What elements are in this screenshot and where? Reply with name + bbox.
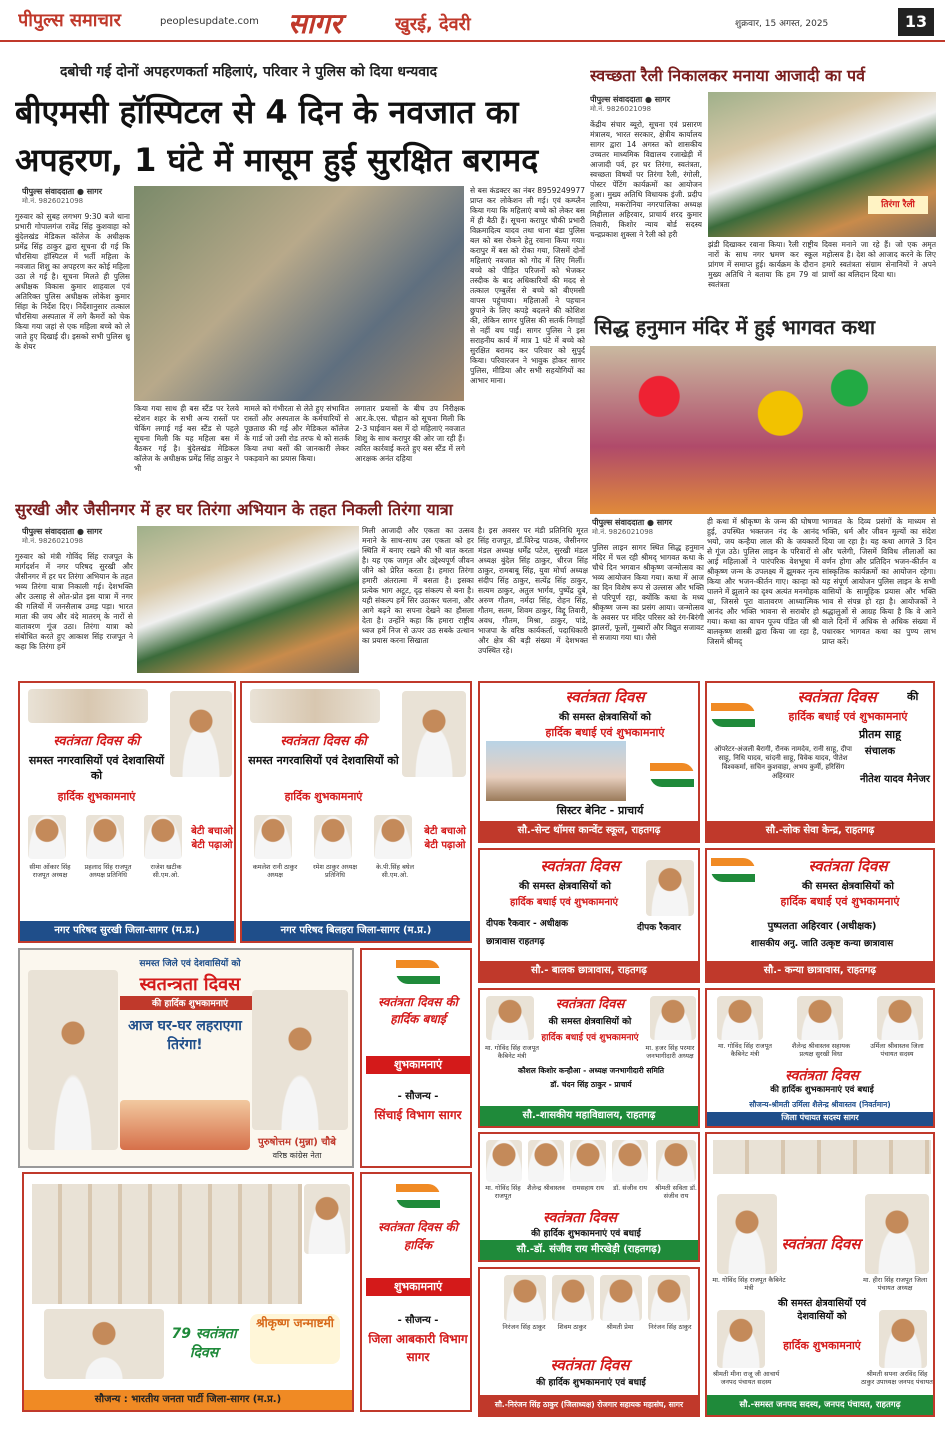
ad-janpad-person-4-photo bbox=[879, 1310, 927, 1368]
ad-mirkhedi bbox=[478, 1132, 700, 1262]
ad-mahavidyalaya bbox=[478, 988, 700, 1128]
ad-convent-footer: सौ.-सेन्ट थॉमस कान्वेंट स्कूल, राहतगढ़ bbox=[480, 821, 698, 841]
ad-surkhi-main-photo bbox=[170, 691, 232, 777]
ad-sinchai-line2: शुभकामनाएं bbox=[366, 1056, 470, 1074]
lead-byline-text: पीपुल्स संवाददाता ● सागर bbox=[22, 187, 102, 196]
ad-balak-photo-caption: दीपक रैकवार bbox=[637, 923, 681, 933]
rally-col-2: झंडी दिखाकर रवाना किया। रैली राष्ट्रीय नारों के साथ नगर भ्रमण कर स्कूल प्रांगण में समाप्त हुई। कार्यक्रम के दौरान मुख्य अतिथि ने बताया कि हम 79 वां स्वतंत्रता bbox=[708, 240, 818, 289]
ad-loksewa-role: संचालक bbox=[864, 746, 896, 757]
ad-balak-photo bbox=[646, 860, 694, 916]
website[interactable]: peoplesupdate.com bbox=[160, 16, 259, 27]
ad-abkari-heading: स्वतंत्रता दिवस की हार्दिक bbox=[378, 1220, 458, 1252]
ad-congress-photo-left bbox=[28, 970, 118, 1150]
ad-surkhi-person-3-name: राजेश खटीक सी.एम.ओ. bbox=[150, 863, 182, 879]
ad-abkari-dept: जिला आबकारी विभाग सागर bbox=[368, 1332, 468, 1364]
ad-rojgar-person-4-photo bbox=[648, 1275, 690, 1321]
page-number: 13 bbox=[898, 8, 934, 36]
ad-congress bbox=[18, 948, 354, 1168]
ad-bilhara-person-1-name: कमलेश रानी ठाकुर अध्यक्ष bbox=[252, 863, 298, 879]
ad-surkhi-slogan: बेटी बचाओ बेटी पढ़ाओ bbox=[191, 826, 233, 851]
ad-abkari bbox=[360, 1172, 472, 1412]
rally-banner: तिरंगा रैली bbox=[868, 196, 928, 214]
ad-bilhara-heading: स्वतंत्रता दिवस की bbox=[280, 734, 367, 749]
ad-balak-line2: की समस्त क्षेत्रवासियों को bbox=[519, 881, 611, 892]
ad-janpad-line2: की समस्त क्षेत्रवासियों एवं देशवासियों को bbox=[777, 1298, 867, 1322]
ad-sinchai bbox=[360, 948, 472, 1168]
lead-col-2: किया गया साथ ही बस स्टैंड पर रेलवे स्टेशन शहर के सभी अन्य रास्तों पर चेकिंग लगाई गई बस स्टैंड से पहले सूचना मिली कि यह महिला बस में बैठकर गई है। बुंदेलखंड मेडिकल कॉलेज के अधीक्षक प्रमेंद्र सिंह ठाकुर ने भी bbox=[134, 404, 239, 473]
ad-janpad-person-4: श्रीमती सपना अरविंद सिंह ठाकुर उपाध्यक्ष जनपद पंचायत bbox=[861, 1370, 933, 1386]
ad-mirkhedi-person-2: शैलेन्द्र श्रीवास्तव bbox=[527, 1184, 565, 1192]
ad-janpad-photo-row bbox=[713, 1140, 931, 1174]
ad-surkhi-person-3-photo bbox=[144, 815, 182, 859]
ad-shrivastav-person-2: शैलेन्द्र श्रीवास्तव सहायक प्रत्यक्ष सुरखी विधा bbox=[791, 1042, 851, 1058]
ad-janpad-person-1: मा. गोविंद सिंह राजपूत कैबिनेट मंत्री bbox=[712, 1276, 786, 1292]
ad-shrivastav-footer: सौजन्य-श्रीमती उर्मिला शैलेन्द्र श्रीवास्तव (निवर्तमान) bbox=[749, 1100, 891, 1109]
tiranga-photo bbox=[137, 526, 359, 673]
ad-bjp-line2: श्रीकृष्ण जन्माष्टमी bbox=[250, 1314, 340, 1364]
rally-col-3: दिवस मनाने जा रहे हैं। जो एक अमृत महोत्सव है। देश को आजाद करने के लिए हमारे स्वतंत्रता संग्राम सेनानियों ने अपने प्राणों का बलिदान दिया था। bbox=[822, 240, 936, 279]
ad-mirkhedi-person-4: डॉ. संजीव राय bbox=[613, 1184, 647, 1192]
ad-janpad-footer: सौ.-समस्त जनपद सदस्य, जनपद पंचायत, राहतगढ़ bbox=[707, 1395, 933, 1415]
ad-janpad bbox=[705, 1132, 935, 1417]
tiranga-col-2: मिली आजादी और एकता का उत्सव मनाने के साथ-साथ उस एकता को हर स्थिति में बनाए रखने की भी बात करता है। यह एक जागृत और उद्देश्यपूर्ण जीवन जीने को प्रेरित करता है। हमारा तिरंगा हमारी अंतरात्मा में बसता है। इसका प्रत्येक भाग अटूट, दृढ़ संकल्प से बना है। यही संकल्प हमें सिर उठाकर चलना, और आगे बढ़ने का सपना देखने का हौसला देता है। उन्होंने कहा कि हमारा राष्ट्रीय ध्वज हमें निज से ऊपर उठ सबके उत्थान का प्रयास करना सिखाता bbox=[362, 526, 474, 645]
ad-surkhi-footer: नगर परिषद सुरखी जिला-सागर (म.प्र.) bbox=[20, 921, 234, 941]
ad-surkhi-person-1-photo bbox=[28, 815, 66, 859]
ad-surkhi-heading: स्वतंत्रता दिवस की bbox=[53, 734, 140, 749]
ad-surkhi bbox=[18, 681, 236, 943]
lead-headline-1: बीएमसी हॉस्पिटल से 4 दिन के नवजात का bbox=[15, 93, 519, 131]
katha-byline-text: पीपुल्स संवाददाता ● सागर bbox=[592, 518, 672, 527]
ad-loksewa-footer: सौ.-लोक सेवा केन्द्र, राहतगढ़ bbox=[707, 821, 933, 841]
ad-bjp-footer: सौजन्य : भारतीय जनता पार्टी जिला-सागर (म.प्र.) bbox=[24, 1390, 352, 1410]
ad-janpad-person-3: श्रीमती मीना राजू जी आचार्य जनपद पंचायत सदस्य bbox=[712, 1370, 780, 1386]
tiranga-col-3: है। इस अवसर पर मंडी प्रतिनिधि मूरत सिंह राजपूत, डॉ.विरेन्द्र पाठक, जैसीनगर मंडल अध्यक्ष धर्मेंद्र पटेल, सुरखी मंडल अध्यक्ष बुंदेल सिंह ठाकुर, धीरज सिंह ठाकुर, रामबाबू सिंह, युवा मोर्चा अध्यक्ष संदीप सिंह ठाकुर, सत्येंद्र सिंह ठाकुर, सत्यम ठाकुर, अतुल भार्गव, पुष्पेंद्र दुबे, अरुण गौतम, नर्मदा सिंह, रोहन सिंह, गौतम, सतम, शिवम ठाकुर, विद्दू तिवारी, अवध, गौतम, मिश्रा, ठाकुर, पांडे, भाजपा के वरिष्ठ कार्यकर्ता, पदाधिकारी और क्षेत्र की बड़ी संख्या में देशभक्त उपस्थित रहे। bbox=[478, 526, 588, 655]
ad-janpad-person-2-photo bbox=[865, 1194, 929, 1274]
ad-loksewa-flag-icon bbox=[711, 703, 755, 727]
katha-col-3: भागवत के दिव्य प्रसंगों के माध्यम से भक्ति, धर्म और जीवन मूल्यों का संदेश दिया जा रहा है। यह कथा आगले 3 दिन और चलेगी, जिसमें विविध लीलाओं का वर्णन होगा और प्रतिदिन भजन-कीर्तन व सांस्कृतिक कार्यक्रमों का आयोजन रहेगा। यह संपूर्ण आयोजन पुलिस लाइन के सभी वासियों के सामूहिक प्रयास और भक्ति भाव से संपन्न हो रहा है। आयोजकों ने श्रद्धालुओं से आग्रह किया है कि वे आने वाले दिनों में अधिक से अधिक संख्या में पधारकर भागवत कथा का पुण्य लाभ प्राप्त करें। bbox=[822, 517, 936, 646]
ad-congress-fort-illustration bbox=[120, 1100, 250, 1150]
ad-congress-heading: स्वतन्त्रता दिवस bbox=[139, 974, 241, 994]
ad-mirkhedi-person-5-photo bbox=[656, 1140, 696, 1182]
rally-byline-text: पीपुल्स संवाददाता ● सागर bbox=[590, 95, 670, 104]
ad-convent bbox=[478, 681, 700, 843]
ad-rojgar-person-4: निरंजन सिंह ठाकुर bbox=[648, 1323, 692, 1331]
masthead bbox=[0, 0, 945, 42]
lead-col-1: गुरुवार को सुबह लगभग 9:30 बजे थाना प्रभारी गोपालगंज रावेंद्र सिंह कुशवाहा को बुंदेलखंड मेडिकल कॉलेज के अधीक्षक प्रमेंद्र सिंह ठाकुर द्वारा सूचना दी गई कि चौरसिया हॉस्पिटल में भर्ती महिला के नवजात शिशु का अपहरण कर कोई महिला उठा ले गई है। सूचना मिलते ही पुलिस अधीक्षक विकास कुमार शाहवाल एवं अतिरिक्त पुलिस अधीक्षक लोकेश कुमार सिंहा के निर्देश दिए। निर्देशानुसार तत्काल चौरसिया अस्पताल में लगे कैमरों को चेक किया गया जहां से एक महिला बच्चे को ले जाते हुए दिखाई दी। इसको सभी पुलिस थ्रू के शेयर bbox=[15, 212, 130, 351]
ad-loksewa-heading: स्वतंत्रता दिवस bbox=[797, 688, 877, 706]
ad-surkhi-leader-photo bbox=[28, 689, 148, 723]
ad-kanya-person: पुष्पलता अहिरवार (अधीक्षक) bbox=[767, 921, 877, 932]
section-title: सागर bbox=[288, 7, 342, 38]
ad-balak-person: दीपक रैकवार - अधीक्षक bbox=[486, 919, 568, 929]
ad-bilhara-footer: नगर परिषद बिलहरा जिला-सागर (म.प्र.) bbox=[242, 921, 470, 941]
ad-bjp-photo-grid bbox=[32, 1184, 302, 1304]
ad-shrivastav-person-3: उर्मिला श्रीवास्तव जिला पंचायत सदस्य bbox=[870, 1042, 924, 1058]
ad-mirkhedi-heading: स्वतंत्रता दिवस bbox=[543, 1210, 617, 1226]
ad-mahavidyalaya-footer: सौ.-शासकीय महाविद्यालय, राहतगढ़ bbox=[480, 1106, 698, 1126]
ad-bilhara-leader-photo bbox=[250, 689, 380, 723]
ad-mirkhedi-footer: सौ.-डॉ. संजीव राय मीरखेड़ी (राहतगढ़) bbox=[480, 1240, 698, 1260]
lead-headline-2: अपहरण, 1 घंटे में मासूम हुई सुरक्षित बरामद bbox=[15, 141, 539, 179]
ad-shrivastav-person-1-photo bbox=[717, 996, 763, 1040]
ad-surkhi-person-1-name: सीमा ओंकार सिंह राजपूत अध्यक्ष bbox=[29, 863, 71, 879]
ad-bilhara-person-1-photo bbox=[254, 815, 292, 859]
ad-sinchai-courtesy: - सौजन्य - bbox=[397, 1091, 439, 1102]
katha-col-1: पुलिस लाइन सागर स्थित सिद्ध हनुमान मंदिर में चल रही श्रीमद् भागवत कथा के चौथे दिन भगवान श्रीकृष्ण जन्मोत्सव का भव्य आयोजन किया गया। कथा में आज का दिन विशेष रूप से उल्लास और भक्ति से परिपूर्ण रहा, क्योंकि कथा के मध्य श्रीकृष्ण जन्म का प्रसंग आया। जन्मोत्सव के अवसर पर मंदिर परिसर को रंग-बिरंगी झालरों, फूलों, गुब्बारों और विद्युत सजावट से सजाया गया था। जैसे bbox=[592, 543, 704, 642]
katha-col-2: ही कथा में श्रीकृष्ण के जन्म की घोषणा हुई, उपस्थित भक्तजन नंद के आनंद भयो, जय कन्हैया लाल की के जयकारों से गूंज उठे। पुलिस लाइन के परिवारों से आई महिलाओं ने पारंपरिक वेशभूषा में श्रीकृष्ण जन्म के उपलक्ष्य में झूमकर नृत्य किया और भजन-कीर्तन गाए। कान्हा को पालने में झुलाने का दृश्य अत्यंत मनमोहक था, जिससे पूरा वातावरण आध्यात्मिक आनंद और भक्ति भावना से सराबोर हो गया। कथा का वाचन पूज्य पंडित जी श्री बालकृष्ण शास्त्री द्वारा किया जा रहा है, जिसमें श्रीमद् bbox=[707, 517, 819, 646]
rally-mobile: मो.नं. 9826021098 bbox=[590, 105, 652, 113]
lead-photo bbox=[134, 186, 464, 401]
section-subtitle: खुरई, देवरी bbox=[395, 14, 471, 35]
ad-mirkhedi-person-5: श्रीमती सविता डॉ. संजीव राय bbox=[654, 1184, 697, 1200]
ad-convent-line2: की समस्त क्षेत्रवासियों को bbox=[559, 712, 651, 723]
ad-rojgar-heading: स्वतंत्रता दिवस bbox=[550, 1356, 630, 1374]
ad-rojgar-person-3-photo bbox=[600, 1275, 642, 1321]
ad-janpad-person-1-photo bbox=[717, 1194, 777, 1274]
ad-loksewa bbox=[705, 681, 935, 843]
ad-balak-place: छात्रावास राहतगढ़ bbox=[486, 937, 545, 947]
ad-kanya-line2: की समस्त क्षेत्रवासियों को bbox=[802, 881, 894, 892]
katha-mobile: मो.नं. 9826021098 bbox=[592, 528, 654, 536]
ad-balak bbox=[478, 848, 700, 983]
tiranga-byline bbox=[22, 526, 137, 548]
ad-bilhara-line3: हार्दिक शुभकामनाएं bbox=[284, 790, 363, 803]
ad-rojgar-person-2: शिवम ठाकुर bbox=[557, 1323, 587, 1331]
katha-byline bbox=[592, 517, 707, 539]
ad-shrivastav-heading: स्वतंत्रता दिवस bbox=[785, 1068, 859, 1084]
ad-congress-line1: समस्त जिले एवं देशवासियों को bbox=[139, 959, 241, 969]
ad-shrivastav-footer-2: जिला पंचायत सदस्य सागर bbox=[707, 1112, 933, 1126]
ad-convent-building-photo bbox=[486, 741, 626, 801]
ad-congress-role: वरिष्ठ कांग्रेस नेता bbox=[272, 1151, 322, 1160]
ad-mahavidyalaya-person-1-photo bbox=[486, 996, 534, 1040]
rally-col-1: केंद्रीय संचार ब्यूरो, सूचना एवं प्रसारण मंत्रालय, भारत सरकार, क्षेत्रीय कार्यालय सागर द्वारा 14 अगस्त को शासकीय उच्चतर माध्यमिक विद्यालय रजाखेड़ी में आजादी पर्व, हर घर तिरंगा, स्वतंत्रता, स्वच्छता विषयों पर तिरंगा रैली, रंगोली, पोस्टर पेंटिंग कार्यक्रमों का आयोजन हुआ। मुख्य अतिथि विधायक इंजी. प्रदीप लारिया, मकरोनिया नगरपालिका अध्यक्ष मिहीलाल अहिरवार, प्राचार्य शरद कुमार तिवारी, किशोर न्याय बोर्ड सदस्य चन्द्रप्रकाश शुक्ला ने रैली को हरी bbox=[590, 120, 702, 239]
ad-loksewa-manager: नीतेश यादव मैनेजर bbox=[860, 774, 930, 785]
katha-headline: सिद्ध हनुमान मंदिर में हुई भागवत कथा bbox=[594, 315, 876, 339]
tiranga-headline: सुरखी और जैसीनगर में हर घर तिरंगा अभियान के तहत निकली तिरंगा यात्रा bbox=[15, 500, 453, 519]
ad-shrivastav-person-3-photo bbox=[877, 996, 923, 1040]
ad-surkhi-line2: समस्त नगरवासियों एवं देशवासियों को bbox=[28, 754, 165, 782]
ad-rojgar-person-2-photo bbox=[552, 1275, 594, 1321]
ad-mahavidyalaya-heading: स्वतंत्रता दिवस bbox=[555, 997, 625, 1012]
ad-convent-heading: स्वतंत्रता दिवस bbox=[565, 688, 645, 706]
ad-balak-line3: हार्दिक बधाई एवं शुभकामनाएं bbox=[509, 897, 619, 908]
ad-loksewa-name: प्रीतम साहू bbox=[859, 728, 901, 741]
ad-mahavidyalaya-person-2: मा. हजर सिंह परमार जनभागीदारी अध्यक्ष bbox=[645, 1044, 695, 1060]
paper-logo: पीपुल्स समाचार bbox=[18, 10, 121, 31]
ad-surkhi-person-2-name: प्रहलाद सिंह राजपूत अध्यक्ष प्रतिनिधि bbox=[84, 863, 132, 879]
lead-col-3: मामले को गंभीरता से लेते हुए संभावित रास्तों और अस्पताल के कर्मचारियों से पूछताछ की गई और मेडिकल कॉलेज के गार्ड जो उसी रोड तरफ थे को सतर्क किया तथा बसों की जानकारी लेकर पकड़वाने का प्रयास किया। bbox=[244, 404, 349, 463]
ad-kanya-flag-icon bbox=[711, 858, 755, 882]
lead-col-5: से बस कंडक्टर का नंबर 8959249977 प्राप्त कर लोकेशन ली गई। एवं कम्प्लैन किया गया कि महिलाएं बच्चे को लेकर बस में ही बैठी हैं। सूचना करापुर चौकी प्रभारी विक्रमादित्य यादव तथा थाना बंडा पुलिस बल को बस रोकने हेतु रवाना किया गया। करापुर में बस को रोका गया, जिसमें दोनों महिलाएं नवजात को गोद में लिए मिलीं। बच्चे को पीड़ित परिजनों को भेजकर तस्दीक के बाद अधिकारियों की मदद से तत्काल एम्बुलेंस से बच्चे को बीएमसी वापस पहुंचाया। महिलाओं ने पहचान छुपाने के लिए कपड़े बदलने की कोशिश की, लेकिन सागर पुलिस की सतर्क निगाहों से नहीं बच पाईं। सागर पुलिस ने इस सराहनीय कार्य में मात्र 1 घंटे में बच्चे को सुरक्षित बरामद कर परिवार को सुपुर्द किया। परिवारजन ने भावुक होकर सागर पुलिस, मीडिया और सभी सहयोगियों का आभार माना। bbox=[470, 186, 585, 385]
ad-surkhi-line3: हार्दिक शुभकामनाएं bbox=[57, 790, 136, 803]
ad-bilhara-line2: समस्त नगरवासियों एवं देशवासियों को bbox=[248, 754, 399, 767]
ad-bilhara bbox=[240, 681, 472, 943]
tiranga-col-1: गुरुवार को मंत्री गोविंद सिंह राजपूत के मार्गदर्शन में नगर परिषद सुरखी और जैसीनगर में हर घर तिरंगा अभियान के तहत भव्य तिरंगा यात्रा निकाली गई। देशभक्ति और उत्साह से ओत-प्रोत इस यात्रा में नगर की गलियों में जनसैलाब उमड़ पड़ा। भारत माता की जय और वंदे मातरम् के नारों से वातावरण गूंज उठा। तिरंगा यात्रा को संबोधित करते हुए आकाश सिंह राजपूत ने कहा कि तिरंगा हमें bbox=[15, 552, 133, 651]
ad-shrivastav bbox=[705, 988, 935, 1128]
ad-sinchai-flag-icon bbox=[396, 960, 440, 984]
ad-kanya-line3: हार्दिक बधाई एवं शुभकामनाएं bbox=[780, 895, 900, 908]
ad-janpad-person-3-photo bbox=[717, 1310, 765, 1368]
ad-surkhi-person-2-photo bbox=[86, 815, 124, 859]
ad-loksewa-staff: ऑपरेटर-अंजली बैरागी, रौनक नामदेव, रानी साहू, दीपा साहू, निधि यादव, चांदनी साहू, विवेक यादव, पीतेश विश्वकर्मा, सचिन कुशवाहा, अभय कुर्मी, हरिसिंग अहिरवार bbox=[714, 745, 852, 780]
ad-sinchai-heading: स्वतंत्रता दिवस की हार्दिक बधाई bbox=[378, 995, 458, 1026]
rally-headline: स्वच्छता रैली निकालकर मनाया आजादी का पर्व bbox=[590, 66, 866, 85]
tiranga-byline-text: पीपुल्स संवाददाता ● सागर bbox=[22, 527, 102, 536]
ad-mahavidyalaya-line3: हार्दिक बधाई एवं शुभकामनाएं bbox=[541, 1033, 639, 1043]
ad-sinchai-dept: सिंचाई विभाग सागर bbox=[374, 1108, 462, 1122]
tiranga-mobile: मो.नं. 9826021098 bbox=[22, 537, 84, 545]
ad-congress-slogan: आज घर-घर लहराएगा तिरंगा! bbox=[128, 1018, 242, 1053]
ad-bjp-photo-bottom bbox=[44, 1309, 164, 1379]
ad-rojgar-footer: सौ.-निरंजन सिंह ठाकुर (जिलाध्यक्ष) रोजगार सहायक महासंघ, सागर bbox=[480, 1395, 698, 1415]
ad-shrivastav-person-2-photo bbox=[797, 996, 843, 1040]
lead-kicker: दबोची गई दोनों अपहरणकर्ता महिलाएं, परिवार ने पुलिस को दिया धन्यवाद bbox=[60, 64, 438, 80]
ad-janpad-person-2: मा. हीरा सिंह राजपूत जिला पंचायत अध्यक्ष bbox=[862, 1276, 928, 1292]
ad-mirkhedi-person-1-photo bbox=[486, 1140, 522, 1182]
ad-loksewa-line2: हार्दिक बधाई एवं शुभकामनाएं bbox=[788, 710, 908, 723]
ad-mirkhedi-person-3: रामसहाय राय bbox=[572, 1184, 604, 1192]
ad-convent-line3: हार्दिक बधाई एवं शुभकामनाएं bbox=[545, 726, 665, 739]
ad-bjp-main-photo bbox=[304, 1184, 350, 1254]
ad-bilhara-main-photo bbox=[402, 691, 466, 777]
ad-mahavidyalaya-person-3: कौशल किशोर कन्हौआ - अध्यक्ष जनभागीदारी समिति bbox=[517, 1066, 665, 1075]
ad-mirkhedi-person-1: मा. गोविंद सिंह राजपूत bbox=[485, 1184, 521, 1200]
ad-rojgar-person-1: निरंजन सिंह ठाकुर bbox=[502, 1323, 546, 1331]
lead-col-4: लगातार प्रयासों के बीच उप निरीक्षक आर.के.एस. चौहान को सूचना मिली कि 2-3 घाईवान बस में दो महिलाएं नवजात शिशु के साथ करापुर की ओर जा रही हैं। त्वरित कार्रवाई करते हुए बस स्टैंड में लगे आरक्षक अनंत दहिया bbox=[355, 404, 465, 463]
ad-mirkhedi-person-4-photo bbox=[612, 1140, 648, 1182]
ad-kanya-place: शासकीय अनु. जाति उत्कृष्ट कन्या छात्रावास bbox=[750, 939, 894, 949]
ad-kanya bbox=[705, 848, 935, 983]
ad-loksewa-heading-suffix: की bbox=[907, 690, 919, 703]
ad-bilhara-person-3-photo bbox=[374, 815, 412, 859]
ad-bjp-heading: 79 स्वतंत्रता दिवस bbox=[171, 1326, 237, 1361]
ad-mirkhedi-line2: की हार्दिक शुभकामनाएं एवं बधाई bbox=[531, 1229, 641, 1239]
ad-shrivastav-line2: की हार्दिक शुभकामनाएं एवं बधाई bbox=[770, 1085, 874, 1095]
ad-convent-flag-icon bbox=[650, 763, 694, 787]
ad-convent-person: सिस्टर बेनिट - प्राचार्य bbox=[556, 804, 644, 817]
ad-bjp bbox=[22, 1172, 354, 1412]
ad-bilhara-person-3-name: के.पी.सिंह बघेल सी.एम.ओ. bbox=[375, 863, 415, 879]
ad-shrivastav-person-1: मा. गोविंद सिंह राजपूत कैबिनेट मंत्री bbox=[717, 1042, 773, 1058]
ad-janpad-heading: स्वतंत्रता दिवस bbox=[781, 1235, 861, 1253]
ad-rojgar-person-1-photo bbox=[504, 1275, 546, 1321]
ad-abkari-flag-icon bbox=[396, 1184, 440, 1208]
katha-photo bbox=[590, 346, 936, 514]
rally-photo bbox=[708, 92, 936, 237]
date: शुक्रवार, 15 अगस्त, 2025 bbox=[735, 19, 829, 29]
ad-balak-heading: स्वतंत्रता दिवस bbox=[540, 857, 620, 875]
ad-kanya-footer: सौ.- कन्या छात्रावास, राहतगढ़ bbox=[707, 961, 933, 981]
ad-mahavidyalaya-person-2-photo bbox=[650, 996, 696, 1040]
ad-bilhara-slogan: बेटी बचाओ बेटी पढ़ाओ bbox=[424, 826, 466, 851]
ad-balak-footer: सौ.- बालक छात्रावास, राहतगढ़ bbox=[480, 961, 698, 981]
ad-congress-photo-right bbox=[252, 990, 348, 1130]
ad-mirkhedi-person-3-photo bbox=[570, 1140, 606, 1182]
ad-janpad-line3: हार्दिक शुभकामनाएं bbox=[783, 1339, 861, 1352]
ad-rojgar bbox=[478, 1267, 700, 1417]
ad-abkari-line2: शुभकामनाएं bbox=[366, 1278, 470, 1296]
rally-byline bbox=[590, 94, 705, 116]
ad-bilhara-person-2-name: रमेश ठाकुर अध्यक्ष प्रतिनिधि bbox=[312, 863, 358, 879]
ad-mahavidyalaya-person-4: डॉ. चंदन सिंह ठाकुर - प्राचार्य bbox=[550, 1080, 632, 1089]
ad-rojgar-person-3: श्रीमती प्रेमा bbox=[606, 1323, 634, 1331]
ad-abkari-courtesy: - सौजन्य - bbox=[397, 1315, 439, 1326]
ad-rojgar-line2: की हार्दिक शुभकामनाएं एवं बधाई bbox=[536, 1378, 646, 1388]
ad-mahavidyalaya-person-1: मा. गोविंद सिंह राजपूत कैबिनेट मंत्री bbox=[484, 1044, 540, 1060]
ad-mahavidyalaya-line2: की समस्त क्षेत्रवासियों को bbox=[548, 1017, 632, 1027]
ad-bilhara-person-2-photo bbox=[314, 815, 352, 859]
lead-mobile: मो.नं. 9826021098 bbox=[22, 197, 84, 205]
ad-mirkhedi-person-2-photo bbox=[528, 1140, 564, 1182]
ad-congress-line3: की हार्दिक शुभकामनाएं bbox=[120, 996, 260, 1010]
ad-kanya-heading: स्वतंत्रता दिवस bbox=[808, 857, 888, 875]
ad-congress-name: पुरुषोत्तम (मुन्ना) चौबे bbox=[258, 1137, 336, 1148]
